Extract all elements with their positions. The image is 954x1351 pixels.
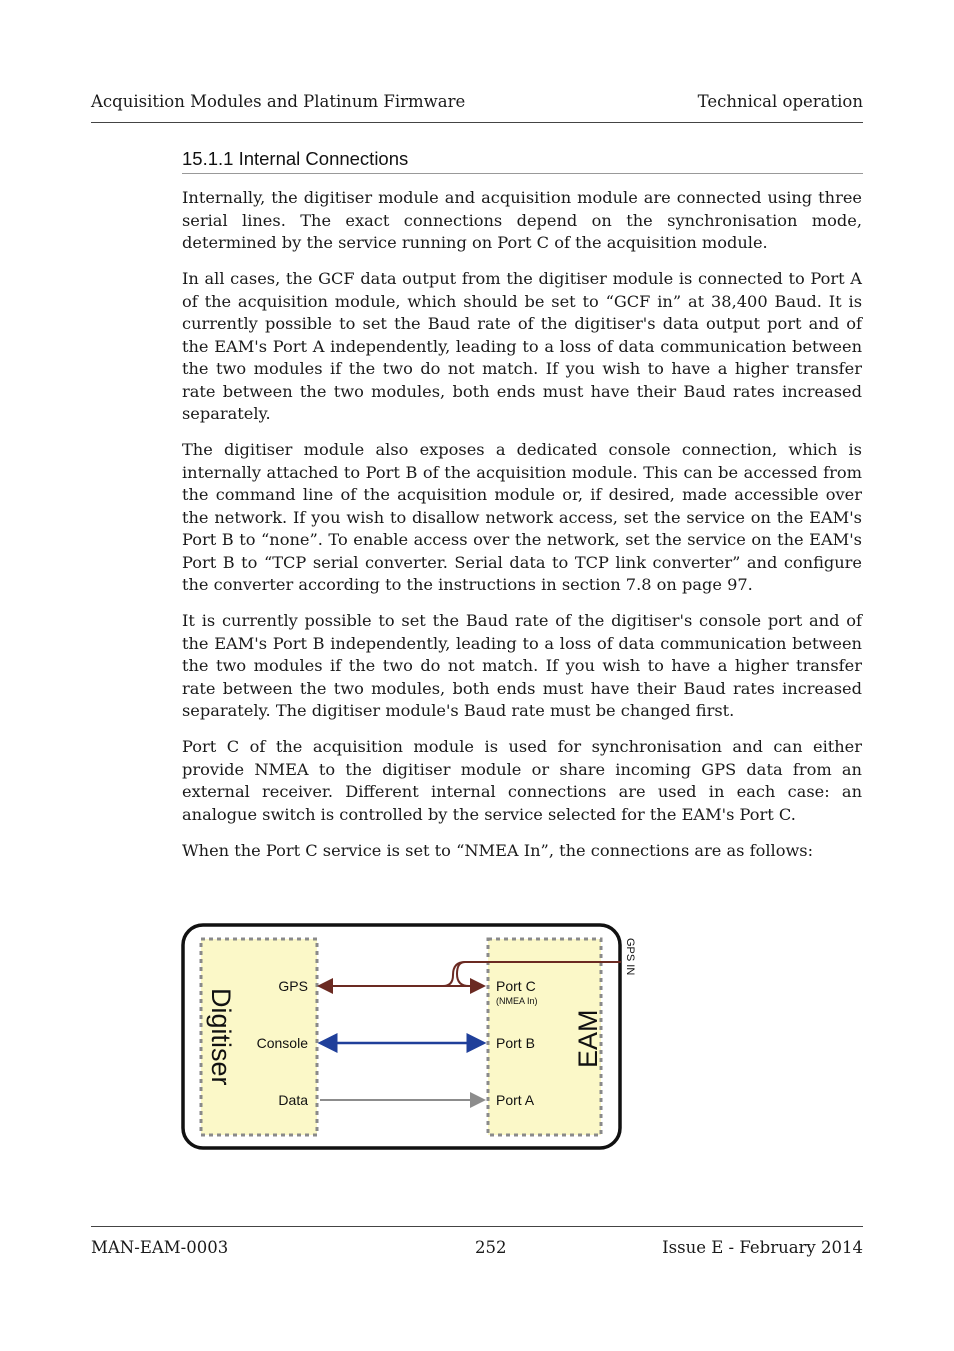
- paragraph: In all cases, the GCF data output from the digitiser module is connected to Port A of the acquisition module, which should be set to “GCF in” at 38,400 Baud. It is currently possible to set the Baud rate of the digitiser's data output port and of the EAM's Port A independently, leading to a loss of data communication between the two modules if the two do not match. If you wish to have a higher transfer rate between the two modules, both ends must have their Baud rates increased separately.: [182, 269, 862, 423]
- paragraph: It is currently possible to set the Baud rate of the digitiser's console port and of the EAM's Port B independently, leading to a loss of data communication between the two modules if the two do not match. If you wish to have a higher transfer rate between the two modules, both ends must have their Baud rates increased separately. The digitiser module's Baud rate must be changed first.: [182, 611, 862, 720]
- digitiser-label: Digitiser: [206, 988, 236, 1086]
- header-chapter-title: Technical operation: [697, 92, 863, 111]
- page-footer: [91, 1226, 863, 1257]
- paragraph: Internally, the digitiser module and acquisition module are connected using three serial lines. The exact connections depend on the synchronisation mode, determined by the service running on Port C of the acquisition module.: [182, 188, 862, 252]
- header-document-title: Acquisition Modules and Platinum Firmware: [91, 92, 466, 111]
- gps-in-label: GPS IN: [624, 938, 636, 976]
- eam-port-c-note: (NMEA In): [496, 996, 538, 1006]
- eam-port-a: Port A: [496, 1092, 535, 1108]
- digitiser-port-data: Data: [278, 1092, 308, 1108]
- body-text: [182, 187, 862, 876]
- page-header: [91, 90, 863, 123]
- eam-port-b: Port B: [496, 1035, 535, 1051]
- footer-issue: Issue E - February 2014: [662, 1238, 863, 1257]
- digitiser-port-console: Console: [256, 1035, 308, 1051]
- section-heading-text: 15.1.1 Internal Connections: [182, 148, 409, 169]
- paragraph: Port C of the acquisition module is used for synchronisation and can either provide NMEA to the digitiser module or share incoming GPS data from an external receiver. Different internal connections are used in each case: an analogue switch is controlled by the service selected for the EAM's Port C.: [182, 737, 862, 824]
- eam-port-c: Port C: [496, 978, 536, 994]
- paragraph: The digitiser module also exposes a dedicated console connection, which is internally attached to Port B of the acquisition module. This can be accessed from the command line of the acquisition module or, if desired, made accessible over the network. If you wish to disallow network access, set the service on the EAM's Port B to “none”. To enable access over the network, set the service on the EAM's Port B to “TCP serial converter. Serial data to TCP link converter” and configure the converter according to the instructions in section 7.8 on page 97.: [182, 440, 862, 594]
- footer-page-number: 252: [475, 1238, 507, 1257]
- digitiser-port-gps: GPS: [278, 978, 308, 994]
- eam-label: EAM: [573, 1009, 603, 1068]
- connection-diagram-svg: [181, 922, 641, 1154]
- connection-diagram: [181, 922, 641, 1154]
- footer-document-number: MAN-EAM-0003: [91, 1238, 229, 1257]
- paragraph: When the Port C service is set to “NMEA In”, the connections are as follows:: [182, 840, 814, 860]
- section-heading: [182, 146, 863, 174]
